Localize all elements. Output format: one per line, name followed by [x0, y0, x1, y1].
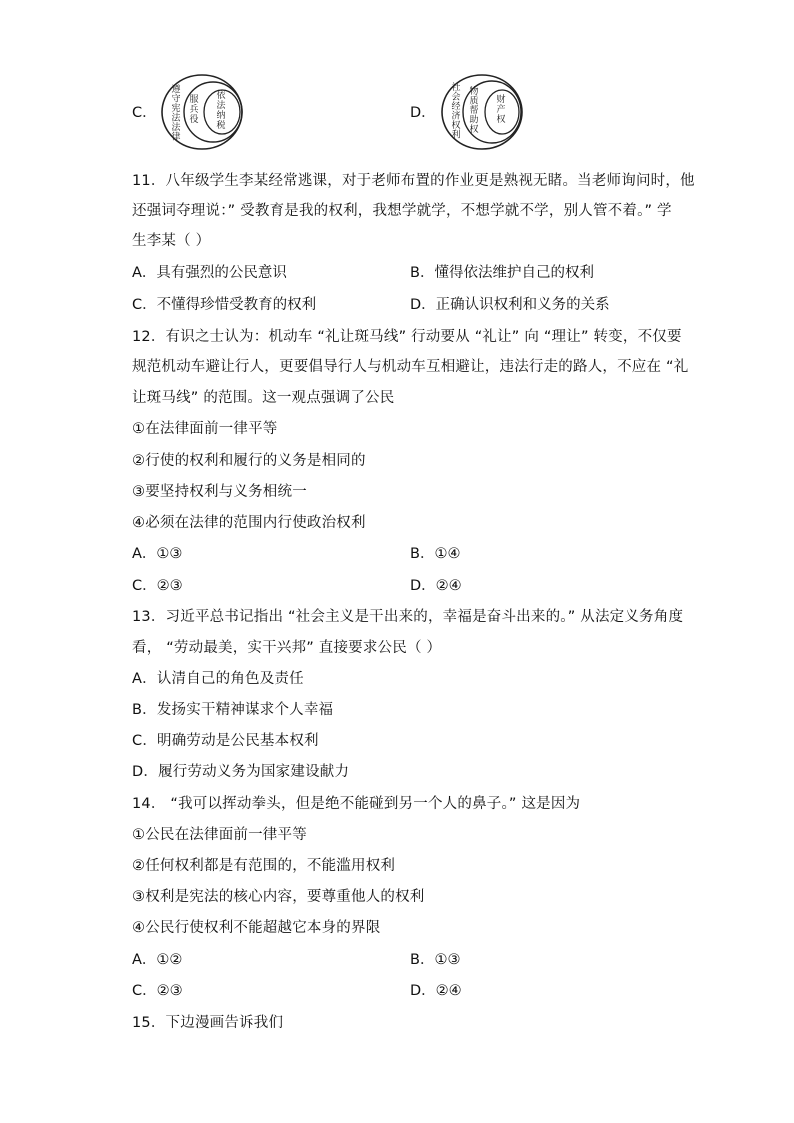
diagram-middle-char: 助	[469, 115, 479, 126]
diagram-inner-char: 纳	[216, 111, 226, 121]
q11-option-a: A．具有强烈的公民意识	[132, 265, 287, 281]
q14-option-c: C．②③	[132, 983, 183, 999]
diagram-middle-char: 质	[469, 96, 479, 107]
q12-stem-line-3: 让斑马线” 的范围。这一观点强调了公民	[132, 390, 395, 406]
q12-item-2: ②行使的权利和履行的义务是相同的	[132, 453, 366, 469]
q11-stem-line-1: 11．八年级学生李某经常逃课，对于老师布置的作业更是熟视无睹。当老师询问时，他	[132, 173, 695, 189]
diagram-outer-char: 法	[171, 113, 181, 124]
q12-item-4: ④必须在法律的范围内行使政治权利	[132, 515, 366, 531]
q11-option-d: D．正确认识权利和义务的关系	[410, 297, 610, 313]
q10-option-c-label: C．	[132, 105, 157, 121]
diagram-outer-char: 法	[171, 123, 181, 133]
diagram-inner-char: 产	[496, 105, 506, 115]
q14-option-d: D．②④	[410, 983, 462, 999]
diagram-inner-char: 税	[216, 121, 226, 131]
diagram-outer-char: 律	[171, 132, 181, 143]
diagram-inner-char: 法	[216, 101, 226, 111]
q14-option-b: B．①③	[410, 952, 461, 968]
diagram-outer-char: 宪	[171, 104, 181, 114]
diagram-outer-char: 社	[451, 83, 461, 93]
q11-stem-line-2: 还强词夺理说：” 受教育是我的权利，我想学就学，不想学就不学，别人管不着。” 学	[132, 203, 672, 219]
q11-option-c: C．不懂得珍惜受教育的权利	[132, 297, 317, 313]
diagram-middle-char: 物	[469, 87, 479, 97]
q13-stem-line-1: 13．习近平总书记指出 “社会主义是干出来的，幸福是奋斗出来的。” 从法定义务角度	[132, 609, 684, 625]
q13-option-c: C．明确劳动是公民基本权利	[132, 733, 319, 749]
diagram-inner-char: 依	[216, 91, 226, 101]
q14-item-3: ③权利是宪法的核心内容，要尊重他人的权利	[132, 889, 425, 905]
q12-stem-line-2: 规范机动车避让行人，更要倡导行人与机动车互相避让，违法行走的路人，不应在 “礼	[132, 359, 689, 375]
q10-option-c-diagram	[158, 72, 248, 152]
diagram-outer-char: 会	[451, 92, 461, 103]
q13-option-a: A．认清自己的角色及责任	[132, 671, 304, 687]
q12-option-a: A．①③	[132, 546, 183, 562]
diagram-inner-char: 财	[496, 95, 506, 105]
diagram-middle-char: 权	[469, 125, 479, 135]
q13-option-b: B．发扬实干精神谋求个人幸福	[132, 702, 334, 718]
q14-item-2: ②任何权利都是有范围的，不能滥用权利	[132, 858, 396, 874]
q11-stem-line-3: 生李某（ ）	[132, 233, 211, 249]
q14-option-a: A．①②	[132, 952, 183, 968]
q12-item-1: ①在法律面前一律平等	[132, 421, 278, 437]
diagram-middle-char: 兵	[189, 105, 199, 115]
q12-stem-line-1: 12．有识之士认为：机动车 “礼让斑马线” 行动要从 “礼让” 向 “理让” 转变，不仅要	[132, 329, 682, 345]
diagram-outer-char: 权	[451, 121, 461, 131]
diagram-middle-char: 役	[189, 115, 199, 125]
q14-item-4: ④公民行使权利不能超越它本身的界限	[132, 920, 381, 936]
q13-option-d: D．履行劳动义务为国家建设献力	[132, 764, 350, 780]
q12-option-b: B．①④	[410, 546, 461, 562]
q12-option-d: D．②④	[410, 578, 462, 594]
diagram-outer-char: 经	[451, 102, 461, 112]
q13-stem-line-2: 看， “劳动最美，实干兴邦” 直接要求公民（ ）	[132, 640, 442, 656]
q12-option-c: C．②③	[132, 578, 183, 594]
diagram-outer-char: 守	[171, 94, 181, 105]
q10-option-d-diagram	[438, 72, 528, 152]
diagram-inner-char: 权	[496, 115, 506, 125]
diagram-middle-char: 服	[189, 95, 199, 105]
q12-item-3: ③要坚持权利与义务相统一	[132, 484, 307, 500]
q15-stem-line-1: 15．下边漫画告诉我们	[132, 1015, 284, 1031]
q10-option-d-label: D．	[410, 105, 436, 121]
diagram-outer-char: 利	[451, 130, 461, 141]
q14-item-1: ①公民在法律面前一律平等	[132, 827, 307, 843]
diagram-middle-char: 帮	[469, 106, 479, 116]
q11-option-b: B．懂得依法维护自己的权利	[410, 265, 594, 281]
diagram-outer-char: 遵	[171, 85, 181, 95]
q14-stem-line-1: 14． “我可以挥动拳头，但是绝不能碰到另一个人的鼻子。” 这是因为	[132, 796, 581, 812]
diagram-outer-char: 济	[451, 111, 461, 122]
